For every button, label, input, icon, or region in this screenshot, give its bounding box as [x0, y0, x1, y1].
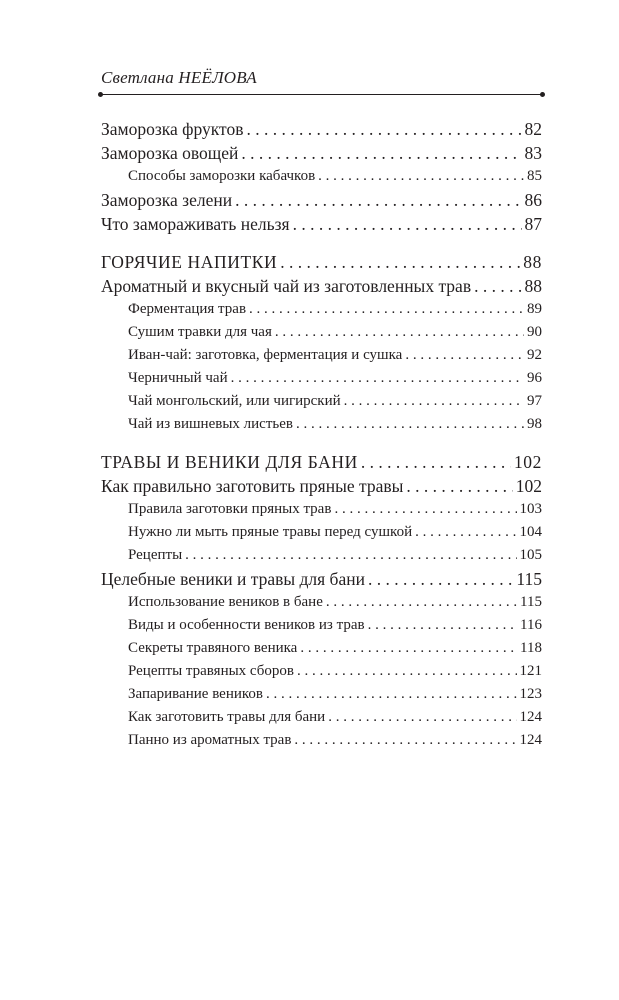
toc-title: Способы заморозки кабачков [128, 168, 316, 184]
toc-page-number: 98 [527, 416, 542, 432]
toc-page-number: 86 [524, 190, 542, 210]
toc-page-number: 88 [523, 252, 542, 272]
toc-subchapter [101, 413, 542, 436]
toc-title: Виды и особенности веников из трав [128, 617, 365, 633]
toc-title: Сушим травки для чая [128, 324, 272, 340]
toc-leader-dots [300, 637, 517, 660]
toc-chapter [101, 474, 542, 498]
toc-title: Как заготовить травы для бани [128, 709, 326, 725]
toc-chapter [101, 274, 542, 298]
toc-page-number: 105 [519, 547, 542, 563]
toc-title: ГОРЯЧИЕ НАПИТКИ [101, 252, 278, 272]
toc-page-number: 102 [513, 452, 542, 472]
toc-chapter [101, 117, 542, 141]
toc-page-number: 115 [516, 569, 542, 589]
toc-page-number: 92 [527, 347, 542, 363]
toc-title: Чай монгольский, или чигирский [128, 393, 341, 409]
table-of-contents [101, 117, 542, 752]
toc-page-number: 116 [520, 617, 542, 633]
toc-title: Заморозка фруктов [101, 119, 244, 139]
toc-page-number: 102 [515, 476, 542, 496]
toc-leader-dots [185, 544, 516, 567]
toc-leader-dots [296, 413, 524, 436]
toc-leader-dots [249, 298, 524, 321]
toc-subchapter [101, 683, 542, 706]
toc-leader-dots [405, 344, 524, 367]
toc-page-number: 115 [520, 594, 542, 610]
toc-title: Заморозка овощей [101, 143, 239, 163]
toc-subchapter [101, 614, 542, 637]
toc-subchapter [101, 298, 542, 321]
toc-leader-dots [474, 274, 521, 298]
toc-page-number: 90 [527, 324, 542, 340]
toc-leader-dots [294, 729, 516, 752]
toc-subchapter [101, 367, 542, 390]
toc-leader-dots [231, 367, 524, 390]
toc-title: Ферментация трав [128, 301, 247, 317]
toc-chapter [101, 567, 542, 591]
toc-page-number: 104 [519, 524, 542, 540]
toc-page-number: 97 [527, 393, 542, 409]
toc-page-number: 124 [519, 709, 542, 725]
toc-title: Использование веников в бане [128, 594, 323, 610]
toc-leader-dots [275, 321, 524, 344]
toc-leader-dots [406, 474, 512, 498]
toc-leader-dots [297, 660, 517, 683]
toc-title: Что замораживать нельзя [101, 214, 290, 234]
toc-title: Целебные веники и травы для бани [101, 569, 365, 589]
toc-subchapter [101, 165, 542, 188]
toc-page-number: 87 [524, 214, 542, 234]
toc-leader-dots [368, 567, 513, 591]
toc-page-number: 103 [519, 501, 542, 517]
toc-chapter [101, 188, 542, 212]
toc-title: Панно из ароматных трав [128, 732, 292, 748]
toc-leader-dots [328, 706, 516, 729]
toc-subchapter [101, 544, 542, 567]
toc-leader-dots [415, 521, 516, 544]
toc-chapter [101, 141, 542, 165]
toc-leader-dots [318, 165, 524, 188]
toc-page-number: 82 [524, 119, 542, 139]
running-head: Светлана НЕЁЛОВА [101, 68, 257, 87]
toc-page-number: 96 [527, 370, 542, 386]
toc-title: Заморозка зелени [101, 190, 233, 210]
toc-leader-dots [266, 683, 516, 706]
header-rule [101, 94, 542, 95]
toc-title: ТРАВЫ И ВЕНИКИ ДЛЯ БАНИ [101, 452, 358, 472]
toc-leader-dots [241, 141, 521, 165]
toc-title: Как правильно заготовить пряные травы [101, 476, 404, 496]
toc-leader-dots [361, 450, 511, 474]
toc-page-number: 88 [524, 276, 542, 296]
toc-subchapter [101, 390, 542, 413]
toc-subchapter [101, 706, 542, 729]
toc-subchapter [101, 521, 542, 544]
toc-title: Секреты травяного веника [128, 640, 298, 656]
toc-title: Иван-чай: заготовка, ферментация и сушка [128, 347, 403, 363]
toc-page-number: 124 [519, 732, 542, 748]
toc-leader-dots [246, 117, 521, 141]
toc-section [101, 450, 542, 474]
toc-leader-dots [326, 591, 517, 614]
toc-leader-dots [280, 250, 520, 274]
toc-chapter [101, 212, 542, 236]
toc-title: Нужно ли мыть пряные травы перед сушкой [128, 524, 413, 540]
toc-title: Черничный чай [128, 370, 228, 386]
toc-page-number: 85 [527, 168, 542, 184]
toc-leader-dots [368, 614, 517, 637]
toc-section [101, 250, 542, 274]
toc-page-number: 121 [519, 663, 542, 679]
toc-leader-dots [334, 498, 516, 521]
toc-title: Чай из вишневых листьев [128, 416, 293, 432]
toc-title: Рецепты [128, 547, 183, 563]
toc-subchapter [101, 321, 542, 344]
toc-title: Ароматный и вкусный чай из заготовленных трав [101, 276, 472, 296]
toc-leader-dots [293, 212, 522, 236]
toc-page-number: 118 [520, 640, 542, 656]
toc-leader-dots [235, 188, 521, 212]
toc-title: Запаривание веников [128, 686, 264, 702]
toc-title: Рецепты травяных сборов [128, 663, 294, 679]
toc-subchapter [101, 637, 542, 660]
toc-page-number: 123 [519, 686, 542, 702]
toc-subchapter [101, 591, 542, 614]
toc-leader-dots [344, 390, 524, 413]
toc-subchapter [101, 660, 542, 683]
toc-page-number: 89 [527, 301, 542, 317]
toc-title: Правила заготовки пряных трав [128, 501, 332, 517]
toc-subchapter [101, 729, 542, 752]
toc-subchapter [101, 344, 542, 367]
toc-subchapter [101, 498, 542, 521]
toc-page-number: 83 [524, 143, 542, 163]
